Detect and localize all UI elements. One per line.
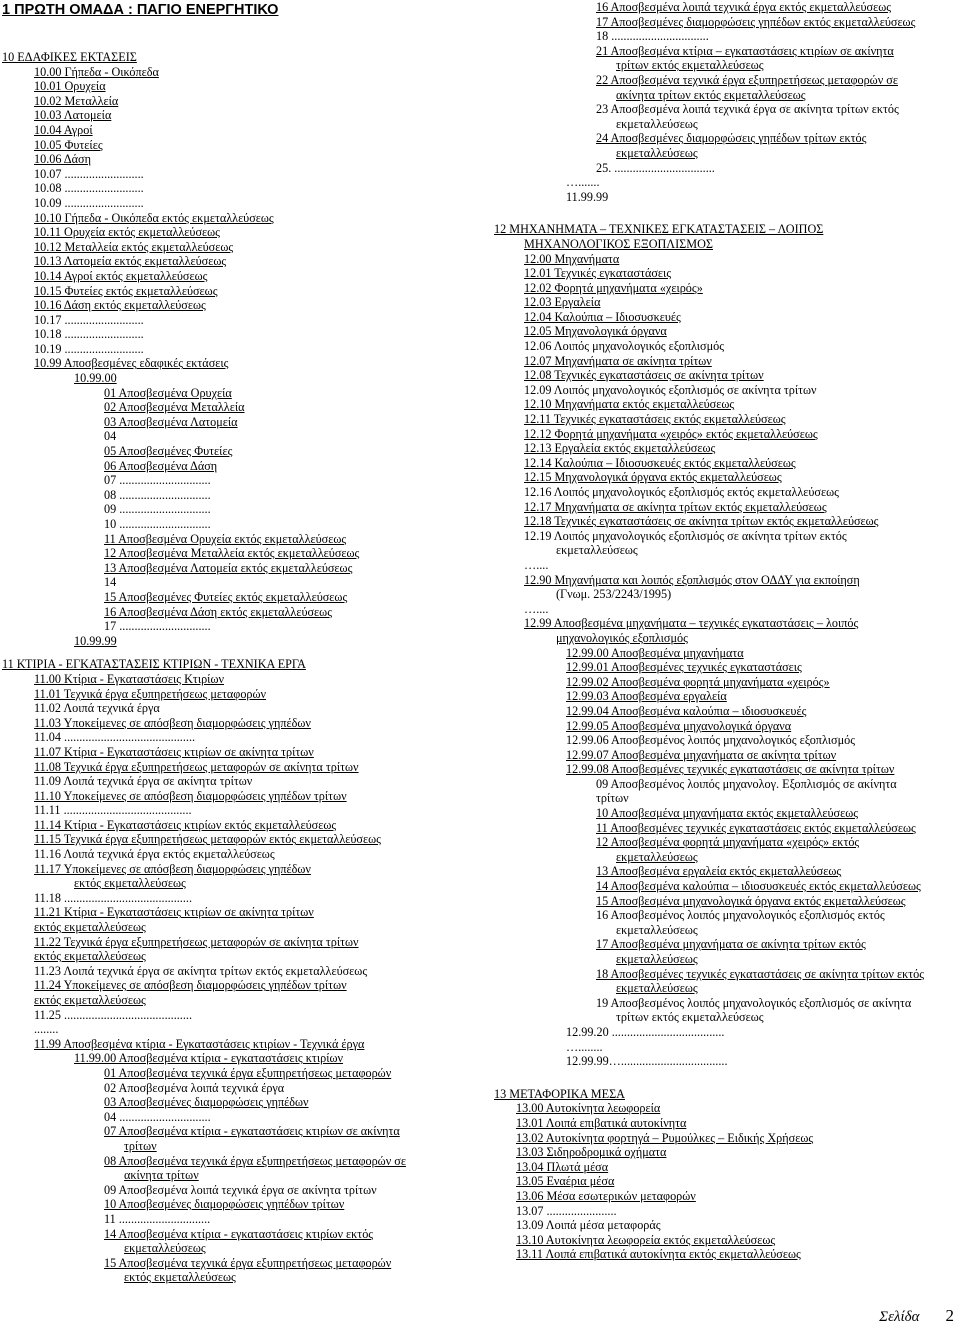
account-line: εκμεταλλεύσεως (124, 1241, 206, 1256)
account-line: 11.04 ........................................... (34, 730, 196, 745)
account-line: 12.02 Φορητά μηχανήματα «χειρός» (524, 280, 703, 295)
account-line: 12.12 Φορητά μηχανήματα «χειρός» εκτός εκμεταλλεύσεως (524, 426, 818, 441)
account-line: μηχανολογικός εξοπλισμός (556, 630, 688, 645)
account-line: 10.12 Μεταλλεία εκτός εκμεταλλεύσεως (34, 239, 234, 254)
account-line: 12.99.99…................................... (566, 1054, 728, 1069)
account-line: ….... (524, 557, 549, 572)
account-line: 14 (104, 575, 117, 590)
account-line: 16 Αποσβεσμένα Δάση εκτός εκμεταλλεύσεως (104, 604, 333, 619)
account-line: εκτός εκμεταλλεύσεως (34, 920, 146, 935)
account-line: τρίτων (124, 1138, 157, 1153)
account-line: 09 .............................. (104, 502, 211, 517)
account-line: 15 Αποσβεσμένα τεχνικά έργα εξυπηρετήσεως μεταφορών (104, 1255, 392, 1270)
account-line: 04 .............................. (104, 1109, 211, 1124)
account-line: 13 Αποσβεσμένα εργαλεία εκτός εκμεταλλεύσεως (596, 864, 842, 879)
account-line: εκτός εκμεταλλεύσεως (124, 1270, 236, 1285)
account-line: 12.11 Τεχνικές εγκαταστάσεις εκτός εκμεταλλεύσεως (524, 412, 786, 427)
account-line: 12.18 Τεχνικές εγκαταστάσεις σε ακίνητα τρίτων εκτός εκμεταλλεύσεως (524, 514, 879, 529)
account-line: 13.03 Σιδηροδρομικά οχήματα (516, 1145, 667, 1160)
account-line: 02 Αποσβεσμένα Μεταλλεία (104, 400, 245, 415)
account-line: 12.01 Τεχνικές εγκαταστάσεις (524, 266, 672, 281)
account-line: 10.16 Δάση εκτός εκμεταλλεύσεως (34, 298, 206, 313)
account-line: 10.13 Λατομεία εκτός εκμεταλλεύσεως (34, 254, 227, 269)
account-line: 10.07 .......................... (34, 166, 144, 181)
account-line: εκτός εκμεταλλεύσεως (74, 876, 186, 891)
spacer (490, 204, 960, 213)
account-line: 11 ΚΤΙΡΙΑ - ΕΓΚΑΤΑΣΤΑΣΕΙΣ ΚΤΙΡΙΩΝ - ΤΕΧΝΙΚΑ ΕΡΓΑ (2, 657, 306, 672)
account-line: 10.17 .......................... (34, 312, 144, 327)
account-line: 13.01 Λοιπά επιβατικά αυτοκίνητα (516, 1115, 687, 1130)
account-line: 11.08 Τεχνικά έργα εξυπηρετήσεως μεταφορών σε ακίνητα τρίτων (34, 759, 359, 774)
account-line: 01 Αποσβεσμένα Ορυχεία (104, 385, 232, 400)
account-line: 12.99.00 Αποσβεσμένα μηχανήματα (566, 645, 744, 660)
account-line: 17 .............................. (104, 619, 211, 634)
account-line: 10.18 .......................... (34, 327, 144, 342)
page-footer (879, 1306, 954, 1326)
account-line: 12.99 Αποσβεσμένα μηχανήματα – τεχνικές εγκαταστάσεις – λοιπός (524, 616, 859, 631)
account-line: 13.07 ....................... (516, 1203, 617, 1218)
right-column (490, 0, 960, 1262)
account-line: εκτός εκμεταλλεύσεως (34, 993, 146, 1007)
account-line: 11.22 Τεχνικά έργα εξυπηρετήσεως μεταφορών σε ακίνητα τρίτων (34, 934, 359, 949)
account-line: 11.23 Λοιπά τεχνικά έργα σε ακίνητα τρίτων εκτός εκμεταλλεύσεως (34, 963, 368, 978)
account-line: 12.04 Καλούπια – Ιδιοσυσκευές (524, 309, 681, 324)
account-line: 10 .............................. (104, 517, 211, 531)
account-line: 10.01 Ορυχεία (34, 79, 106, 94)
account-line: 12.99.04 Αποσβεσμένα καλούπια – ιδιοσυσκευές (566, 703, 807, 718)
account-line: 11 Αποσβεσμένες τεχνικές εγκαταστάσεις εκτός εκμεταλλεύσεως (596, 820, 916, 835)
account-line: …....... (566, 175, 600, 190)
account-line: 10.99.99 (74, 633, 117, 648)
account-line: εκμεταλλεύσεως (616, 116, 698, 131)
account-line: 06 Αποσβεσμένα Δάση (104, 458, 218, 473)
account-line: 12.16 Λοιπός μηχανολογικός εξοπλισμός εκτός εκμεταλλεύσεως (524, 485, 839, 499)
account-line: 10.11 Ορυχεία εκτός εκμεταλλεύσεως (34, 225, 220, 240)
account-line: 12.99.08 Αποσβεσμένες τεχνικές εγκαταστάσεις σε ακίνητα τρίτων (566, 762, 895, 777)
account-line: 10.08 .......................... (34, 181, 144, 196)
account-line: 10.04 Αγροί (34, 122, 93, 137)
account-line: 12.15 Μηχανολογικά όργανα εκτός εκμεταλλεύσεως (524, 470, 782, 485)
account-line: 11.02 Λοιπά τεχνικά έργα (34, 701, 160, 716)
account-line: 07 Αποσβεσμένα κτίρια - εγκαταστάσεις κτιρίων σε ακίνητα (104, 1124, 400, 1139)
account-line: 10.10 Γήπεδα - Οικόπεδα εκτός εκμεταλλεύσεως (34, 210, 274, 225)
account-line: 12.10 Μηχανήματα εκτός εκμεταλλεύσεως (524, 397, 735, 412)
account-line: ακίνητα τρίτων (124, 1168, 199, 1183)
account-line: 12.90 Μηχανήματα και λοιπός εξοπλισμός στον ΟΔΔΥ για εκποίηση (524, 572, 860, 587)
account-line: 25. ................................. (596, 160, 715, 175)
account-line: 12.99.06 Αποσβεσμένος λοιπός μηχανολογικός εξοπλισμός (566, 733, 856, 748)
document-title: 1 ΠΡΩΤΗ ΟΜΑΔΑ : ΠΑΓΙΟ ΕΝΕΡΓΗΤΙΚΟ (2, 2, 279, 18)
account-line: 10.09 .......................... (34, 195, 144, 210)
account-line: τρίτων (596, 791, 629, 806)
account-line: 11.18 .......................................... (34, 890, 192, 905)
page-number: 2 (945, 1306, 954, 1325)
spacer (0, 648, 470, 657)
account-line: 11 .............................. (104, 1211, 211, 1226)
account-line: 09 Αποσβεσμένος λοιπός μηχανολογ. Εξοπλισμός σε ακίνητα (596, 776, 897, 791)
account-line: 11.03 Υποκείμενες σε απόσβεση διαμορφώσεις γηπέδων (34, 715, 311, 730)
account-line: ........ (34, 1022, 59, 1037)
account-line: 10.15 Φυτείες εκτός εκμεταλλεύσεως (34, 283, 218, 298)
account-line: 02 Αποσβεσμένα λοιπά τεχνικά έργα (104, 1080, 285, 1095)
account-line: εκμεταλλεύσεως (556, 543, 638, 558)
account-line: 12.99.20 ..................................... (566, 1024, 725, 1039)
account-line: 12.03 Εργαλεία (524, 295, 601, 310)
account-line: 11.25 .......................................... (34, 1007, 192, 1022)
account-line: 10.05 Φυτείες (34, 137, 103, 152)
account-line: 10.99.00 (74, 371, 117, 386)
account-line: 12.06 Λοιπός μηχανολογικός εξοπλισμός (524, 339, 725, 354)
account-line: 08 .............................. (104, 487, 211, 502)
account-line: 24 Αποσβεσμένες διαμορφώσεις γηπέδων τρίτων εκτός (596, 131, 867, 146)
account-line: 12.99.02 Αποσβεσμένα φορητά μηχανήματα «χειρός» (566, 674, 830, 689)
account-line: ΜΗΧΑΝΟΛΟΓΙΚΟΣ ΕΞΟΠΛΙΣΜΟΣ (524, 236, 714, 251)
account-line: 08 Αποσβεσμένα τεχνικά έργα εξυπηρετήσεως μεταφορών σε (104, 1153, 406, 1168)
account-line: 11.24 Υποκείμενες σε απόσβεση διαμορφώσεις γηπέδων τρίτων (34, 978, 347, 993)
account-line: 11 Αποσβεσμένα Ορυχεία εκτός εκμεταλλεύσεως (104, 531, 347, 546)
account-line: εκμεταλλεύσεως (616, 145, 698, 160)
account-line: 04 (104, 429, 117, 444)
account-line: 19 Αποσβεσμένος λοιπός μηχανολογικός εξοπλισμός σε ακίνητα (596, 995, 912, 1010)
account-line: 11.99 Αποσβεσμένα κτίρια - Εγκαταστάσεις κτιρίων - Τεχνικά έργα (34, 1036, 365, 1051)
account-line: 03 Αποσβεσμένα Λατομεία (104, 414, 238, 429)
account-line: 11.14 Κτίρια - Εγκαταστάσεις κτιρίων εκτός εκμεταλλεύσεως (34, 817, 337, 832)
spacer (490, 1078, 960, 1087)
account-line: 15 Αποσβεσμένες Φυτείες εκτός εκμεταλλεύσεως (104, 589, 348, 604)
account-line: 12.08 Τεχνικές εγκαταστάσεις σε ακίνητα τρίτων (524, 368, 764, 383)
account-line: εκμεταλλεύσεως (616, 922, 698, 937)
account-line: 03 Αποσβεσμένες διαμορφώσεις γηπέδων (104, 1095, 309, 1110)
account-line: εκμεταλλεύσεως (616, 981, 698, 996)
account-line: 11.15 Τεχνικά έργα εξυπηρετήσεως μεταφορών εκτός εκμεταλλεύσεως (34, 832, 381, 847)
account-line: 11.99.99 (566, 189, 609, 204)
account-line: 11.11 .......................................... (34, 803, 192, 818)
account-line: 10.00 Γήπεδα - Οικόπεδα (34, 64, 159, 79)
account-line: 13 Αποσβεσμένα Λατομεία εκτός εκμεταλλεύσεως (104, 560, 353, 575)
account-line: 11.16 Λοιπά τεχνικά έργα εκτός εκμεταλλεύσεως (34, 847, 275, 862)
account-line: τρίτων εκτός εκμεταλλεύσεως (616, 58, 764, 73)
account-line: (Γνωμ. 253/2243/1995) (556, 587, 672, 602)
account-line: ακίνητα τρίτων εκτός εκμεταλλεύσεως (616, 87, 806, 102)
spacer (490, 213, 960, 222)
account-line: 21 Αποσβεσμένα κτίρια – εγκαταστάσεις κτιρίων σε ακίνητα (596, 43, 894, 58)
account-line: 12.09 Λοιπός μηχανολογικός εξοπλισμός σε ακίνητα τρίτων (524, 382, 817, 397)
account-line: 12 Αποσβεσμένα φορητά μηχανήματα «χειρός» εκτός (596, 835, 860, 850)
account-line: 12.13 Εργαλεία εκτός εκμεταλλεύσεως (524, 441, 716, 456)
account-line: 12.14 Καλούπια – Ιδιοσυσκευές εκτός εκμεταλλεύσεως (524, 455, 796, 470)
account-line: 13.05 Εναέρια μέσα (516, 1174, 615, 1189)
account-line: 12.19 Λοιπός μηχανολογικός εξοπλισμός σε ακίνητα τρίτων εκτός (524, 528, 847, 543)
account-line: 14 Αποσβεσμένα κτίρια - εγκαταστάσεις κτιρίων εκτός (104, 1226, 374, 1241)
account-line: 10.99 Αποσβεσμένες εδαφικές εκτάσεις (34, 356, 229, 371)
footer-label: Σελίδα (879, 1309, 920, 1325)
account-line: 12.00 Μηχανήματα (524, 251, 620, 266)
account-line: 12.99.05 Αποσβεσμένα μηχανολογικά όργανα (566, 718, 792, 733)
account-line: 13.10 Αυτοκίνητα λεωφορεία εκτός εκμεταλλεύσεως (516, 1232, 776, 1247)
account-line: 16 Αποσβεσμένα λοιπά τεχνικά έργα εκτός εκμεταλλεύσεως (596, 0, 892, 14)
account-line: 10.03 Λατομεία (34, 108, 112, 123)
account-line: 12 ΜΗΧΑΝΗΜΑΤΑ – ΤΕΧΝΙΚΕΣ ΕΓΚΑΤΑΣΤΑΣΕΙΣ – ΛΟΙΠΟΣ (494, 222, 824, 237)
account-line: 17 Αποσβεσμένα μηχανήματα σε ακίνητα τρίτων εκτός (596, 937, 866, 952)
account-line: τρίτων εκτός εκμεταλλεύσεως (616, 1010, 764, 1025)
account-line: 12.07 Μηχανήματα σε ακίνητα τρίτων (524, 353, 712, 368)
account-line: 11.01 Τεχνικά έργα εξυπηρετήσεως μεταφορών (34, 686, 267, 701)
account-line: 10 ΕΔΑΦΙΚΕΣ ΕΚΤΑΣΕΙΣ (2, 50, 137, 64)
account-line: 09 Αποσβεσμένα λοιπά τεχνικά έργα σε ακίνητα τρίτων (104, 1182, 377, 1197)
account-line: 13.11 Λοιπά επιβατικά αυτοκίνητα εκτός εκμεταλλεύσεως (516, 1247, 801, 1262)
spacer (490, 1069, 960, 1078)
account-line: 11.17 Υποκείμενες σε απόσβεση διαμορφώσεις γηπέδων (34, 861, 311, 876)
account-line: 12.99.03 Αποσβεσμένα εργαλεία (566, 689, 727, 704)
account-line: εκμεταλλεύσεως (616, 952, 698, 966)
account-line: εκμεταλλεύσεως (616, 849, 698, 864)
account-line: …........ (566, 1039, 603, 1054)
account-line: 23 Αποσβεσμένα λοιπά τεχνικά έργα σε ακίνητα τρίτων εκτός (596, 102, 899, 117)
account-line: 10.06 Δάση (34, 152, 91, 167)
account-line: εκτός εκμεταλλεύσεως (34, 949, 146, 964)
account-line: 18 Αποσβεσμένες τεχνικές εγκαταστάσεις σε ακίνητα τρίτων εκτός (596, 966, 925, 981)
left-column (0, 50, 470, 1285)
account-line: 16 Αποσβεσμένος λοιπός μηχανολογικός εξοπλισμός εκτός (596, 908, 885, 923)
account-line: ….... (524, 601, 549, 616)
account-line: 13.06 Μέσα εσωτερικών μεταφορών (516, 1188, 696, 1203)
account-line: 13.02 Αυτοκίνητα φορτηγά – Ρυμούλκες – Ειδικής Χρήσεως (516, 1130, 814, 1145)
account-line: 13 ΜΕΤΑΦΟΡΙΚΑ ΜΕΣΑ (494, 1086, 625, 1101)
account-line: 01 Αποσβεσμένα τεχνικά έργα εξυπηρετήσεως μεταφορών (104, 1065, 392, 1080)
account-line: 18 ................................ (596, 29, 709, 44)
account-line: 11.00 Κτίρια - Εγκαταστάσεις Κτιρίων (34, 671, 224, 686)
account-line: 10.19 .......................... (34, 341, 144, 356)
account-line: 17 Αποσβεσμένες διαμορφώσεις γηπέδων εκτός εκμεταλλεύσεως (596, 14, 916, 29)
account-line: 12.99.01 Αποσβεσμένες τεχνικές εγκαταστάσεις (566, 660, 802, 675)
account-line: 12.05 Μηχανολογικά όργανα (524, 324, 667, 339)
account-line: 14 Αποσβεσμένα καλούπια – ιδιοσυσκευές εκτός εκμεταλλεύσεως (596, 879, 921, 894)
account-line: 13.00 Αυτοκίνητα λεωφορεία (516, 1101, 661, 1116)
account-line: 11.09 Λοιπά τεχνικά έργα σε ακίνητα τρίτων (34, 774, 253, 789)
account-line: 10.02 Μεταλλεία (34, 93, 119, 108)
account-line: 10.14 Αγροί εκτός εκμεταλλεύσεως (34, 268, 208, 283)
account-line: 10 Αποσβεσμένες διαμορφώσεις γηπέδων τρίτων (104, 1197, 345, 1212)
account-line: 12.99.07 Αποσβεσμένα μηχανήματα σε ακίνητα τρίτων (566, 747, 837, 762)
account-line: 15 Αποσβεσμένα μηχανολογικά όργανα εκτός εκμεταλλεύσεως (596, 893, 906, 908)
account-line: 11.99.00 Αποσβεσμένα κτίρια - εγκαταστάσεις κτιρίων (74, 1051, 344, 1066)
account-line: 11.21 Κτίρια - Εγκαταστάσεις κτιρίων σε ακίνητα τρίτων (34, 905, 314, 920)
account-line: 11.07 Κτίρια - Εγκαταστάσεις κτιρίων σε ακίνητα τρίτων (34, 744, 314, 759)
account-line: 11.10 Υποκείμενες σε απόσβεση διαμορφώσεις γηπέδων τρίτων (34, 788, 347, 803)
account-line: 12.17 Μηχανήματα σε ακίνητα τρίτων εκτός εκμεταλλεύσεως (524, 499, 827, 514)
account-line: 22 Αποσβεσμένα τεχνικά έργα εξυπηρετήσεως μεταφορών σε (596, 72, 898, 87)
account-line: 10 Αποσβεσμένα μηχανήματα εκτός εκμεταλλεύσεως (596, 806, 859, 821)
account-line: 13.09 Λοιπά μέσα μεταφοράς (516, 1218, 661, 1233)
account-line: 05 Αποσβεσμένες Φυτείες (104, 444, 233, 459)
account-line: 12 Αποσβεσμένα Μεταλλεία εκτός εκμεταλλεύσεως (104, 546, 360, 561)
account-line: 13.04 Πλωτά μέσα (516, 1159, 609, 1174)
account-line: 07 .............................. (104, 473, 211, 488)
